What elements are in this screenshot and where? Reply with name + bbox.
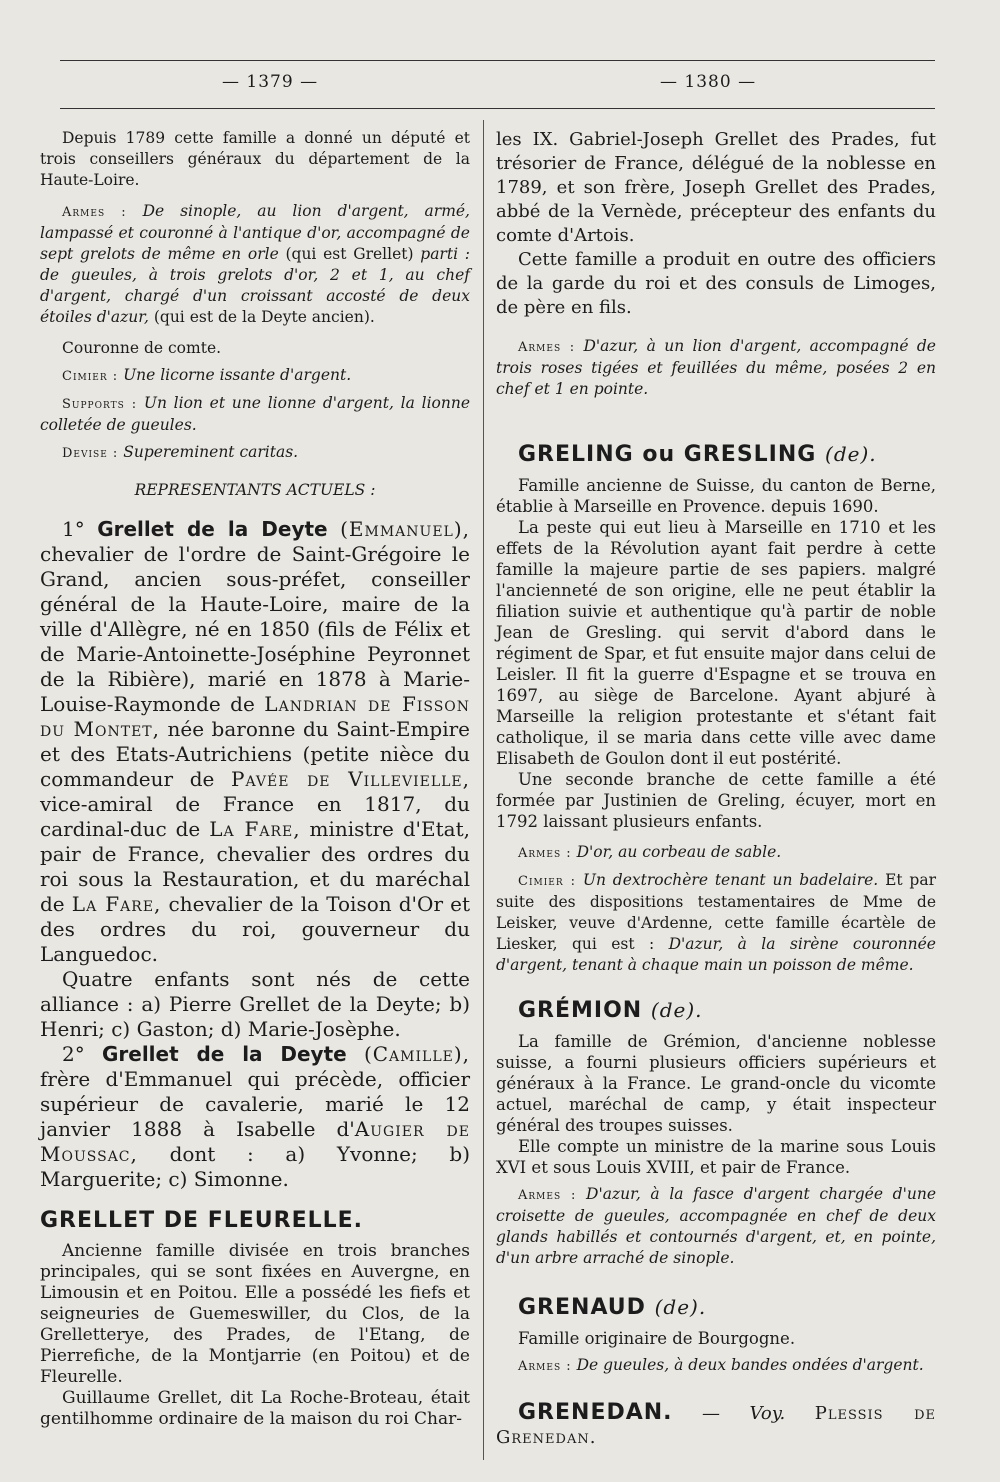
greling-paragraph-3: Une seconde branche de cette famille a été formée par Justinien de Greling, écuyer, mort en 1792 laissant plusieurs enfants. bbox=[496, 770, 936, 831]
greling-cimier: Cimier : Un dextrochère tenant un badelaire. Et par suite des dispositions testamentaires de Mme de Leisker, veuve d'Ardenne, cette famille écartèle de Liesker, qui est : D'azur, à la sirène couronnée d'argent, tenant à chaque main un poisson de même. bbox=[496, 871, 937, 974]
gremion-heading: GRÉMION (de). bbox=[518, 998, 703, 1023]
representants-heading: REPRESENTANTS ACTUELS : bbox=[134, 481, 376, 499]
intro-paragraph: Depuis 1789 cette famille a donné un député et trois conseillers généraux du département de la Haute-Loire. bbox=[40, 129, 470, 189]
grellet-de-fleurelle-heading: GRELLET DE FLEURELLE. bbox=[40, 1208, 364, 1233]
left-page-number: — 1379 — bbox=[222, 72, 319, 92]
right-column bbox=[496, 128, 936, 1450]
couronne-line: Couronne de comte. bbox=[62, 339, 222, 357]
gremion-paragraph-2: Elle compte un ministre de la marine sous Louis XVI et sous Louis XVIII, et pair de France. bbox=[496, 1137, 936, 1177]
representative-2: 2° Grellet de la Deyte (Camille), frère d'Emmanuel qui précède, officier supérieur de cavalerie, marié le 12 janvier 1888 à Isabelle d'Augier de Moussac, dont : a) Yvonne; b) Marguerite; c) Simonne. bbox=[40, 1042, 471, 1191]
representative-1-children: Quatre enfants sont nés de cette alliance : a) Pierre Grellet de la Deyte; b) Henri; c) Gaston; d) Marie-Josèphe. bbox=[40, 967, 470, 1041]
greling-paragraph-1: Famille ancienne de Suisse, du canton de Berne, établie à Marseille en Provence. depuis 1690. bbox=[496, 476, 936, 516]
supports-line: Supports : Un lion et une lionne d'argent, la lionne colletée de gueules. bbox=[40, 394, 470, 434]
grenedan-entry: GRENEDAN. — Voy. Plessis de Grenedan. bbox=[496, 1400, 936, 1448]
representative-1: 1° Grellet de la Deyte (Emmanuel), chevalier de l'ordre de Saint-Grégoire le Grand, ancien sous-préfet, conseiller général de la Haute-Loire, maire de la ville d'Allègre, né en 1850 (fils de Félix et de Marie-Antoinette-Joséphine Peyronnet de la Ribière), marié en 1878 à Marie-Louise-Raymonde de Landrian de Fisson du Montet, née baronne du Saint-Empire et des Etats-Autrichiens (petite nièce du commandeur de Pavée de Villevielle, vice-amiral de France en 1817, du cardinal-duc de La Fare, ministre d'Etat, pair de France, chevalier des ordres du roi sous la Restauration, et du maréchal de La Fare, chevalier de la Toison d'Or et des ordres du roi, gouverneur du Languedoc. bbox=[40, 517, 471, 966]
grenaud-armes: Armes : De gueules, à deux bandes ondées d'argent. bbox=[518, 1356, 924, 1374]
right-page-number: — 1380 — bbox=[660, 72, 757, 92]
devise-line: Devise : Supereminent caritas. bbox=[62, 443, 299, 461]
left-column bbox=[40, 128, 470, 1430]
greling-armes: Armes : D'or, au corbeau de sable. bbox=[518, 843, 782, 861]
armes-paragraph: Armes : De sinople, au lion d'argent, armé, lampassé et couronné à l'antique d'or, accompagné de sept grelots de même en orle (qui est Grellet) parti : de gueules, à trois grelots d'or, 2 et 1, au chef d'argent, chargé d'un croissant accosté de deux étoiles d'azur, (qui est de la Deyte ancien). bbox=[40, 202, 470, 326]
grenaud-paragraph: Famille originaire de Bourgogne. bbox=[518, 1329, 796, 1348]
greling-paragraph-2: La peste qui eut lieu à Marseille en 1710 et les effets de la Révolution ayant fait perdre à cette famille la majeure partie de ses papiers. malgré l'ancienneté de son origine, elle ne peut établir la filiation suivie et authentique qu'à partir de noble Jean de Gresling. qui servit d'abord dans le régiment de Spar, et fut ensuite major dans celui de Leisler. Il fit la guerre d'Espagne et se trouva en 1697, au siège de Barcelone. Ayant abjuré à Marseille la religion protestante et s'étant fait catholique, il se maria dans cette ville avec dame Elisabeth de Goulon dont il eut postérité. bbox=[496, 518, 936, 768]
column-divider bbox=[483, 120, 484, 1460]
header-rule bbox=[60, 108, 935, 109]
greling-heading: GRELING ou GRESLING (de). bbox=[518, 442, 877, 467]
continuation-paragraph: les IX. Gabriel-Joseph Grellet des Prades, fut trésorier de France, délégué de la noblesse en 1789, et son frère, Joseph Grellet des Prades, abbé de la Vernède, précepteur des enfants du comte d'Artois. bbox=[496, 129, 936, 246]
fleurelle-paragraph-1: Ancienne famille divisée en trois branches principales, qui se sont fixées en Auvergne, en Limousin et en Poitou. Elle a possédé les fiefs et seigneuries de Guemeswiller, du Clos, de la Grelletterye, des Prades, de l'Etang, de Pierrefiche, de la Montjarrie (en Poitou) et de Fleurelle. bbox=[40, 1241, 470, 1387]
fleurelle-paragraph-2: Guillaume Grellet, dit La Roche-Broteau, était gentilhomme ordinaire de la maison du roi Char- bbox=[40, 1388, 470, 1429]
grenaud-heading: GRENAUD (de). bbox=[518, 1295, 707, 1320]
gremion-paragraph-1: La famille de Grémion, d'ancienne noblesse suisse, a fourni plusieurs officiers supérieurs et généraux à la France. Le grand-oncle du vicomte actuel, maréchal de camp, y était inspecteur général des troupes suisses. bbox=[496, 1032, 936, 1135]
officers-paragraph: Cette famille a produit en outre des officiers de la garde du roi et des consuls de Limoges, de père en fils. bbox=[496, 249, 936, 318]
gremion-armes: Armes : D'azur, à la fasce d'argent chargée d'une croisette de gueules, accompagnée en chef de deux glands habillés et contournés d'argent, et, en pointe, d'un arbre arraché de sinople. bbox=[496, 1185, 936, 1267]
grellet-armes: Armes : D'azur, à un lion d'argent, accompagné de trois roses tigées et feuillées du même, posées 2 en chef et 1 en pointe. bbox=[496, 337, 936, 398]
top-rule bbox=[60, 60, 935, 61]
cimier-line: Cimier : Une licorne issante d'argent. bbox=[62, 366, 352, 384]
